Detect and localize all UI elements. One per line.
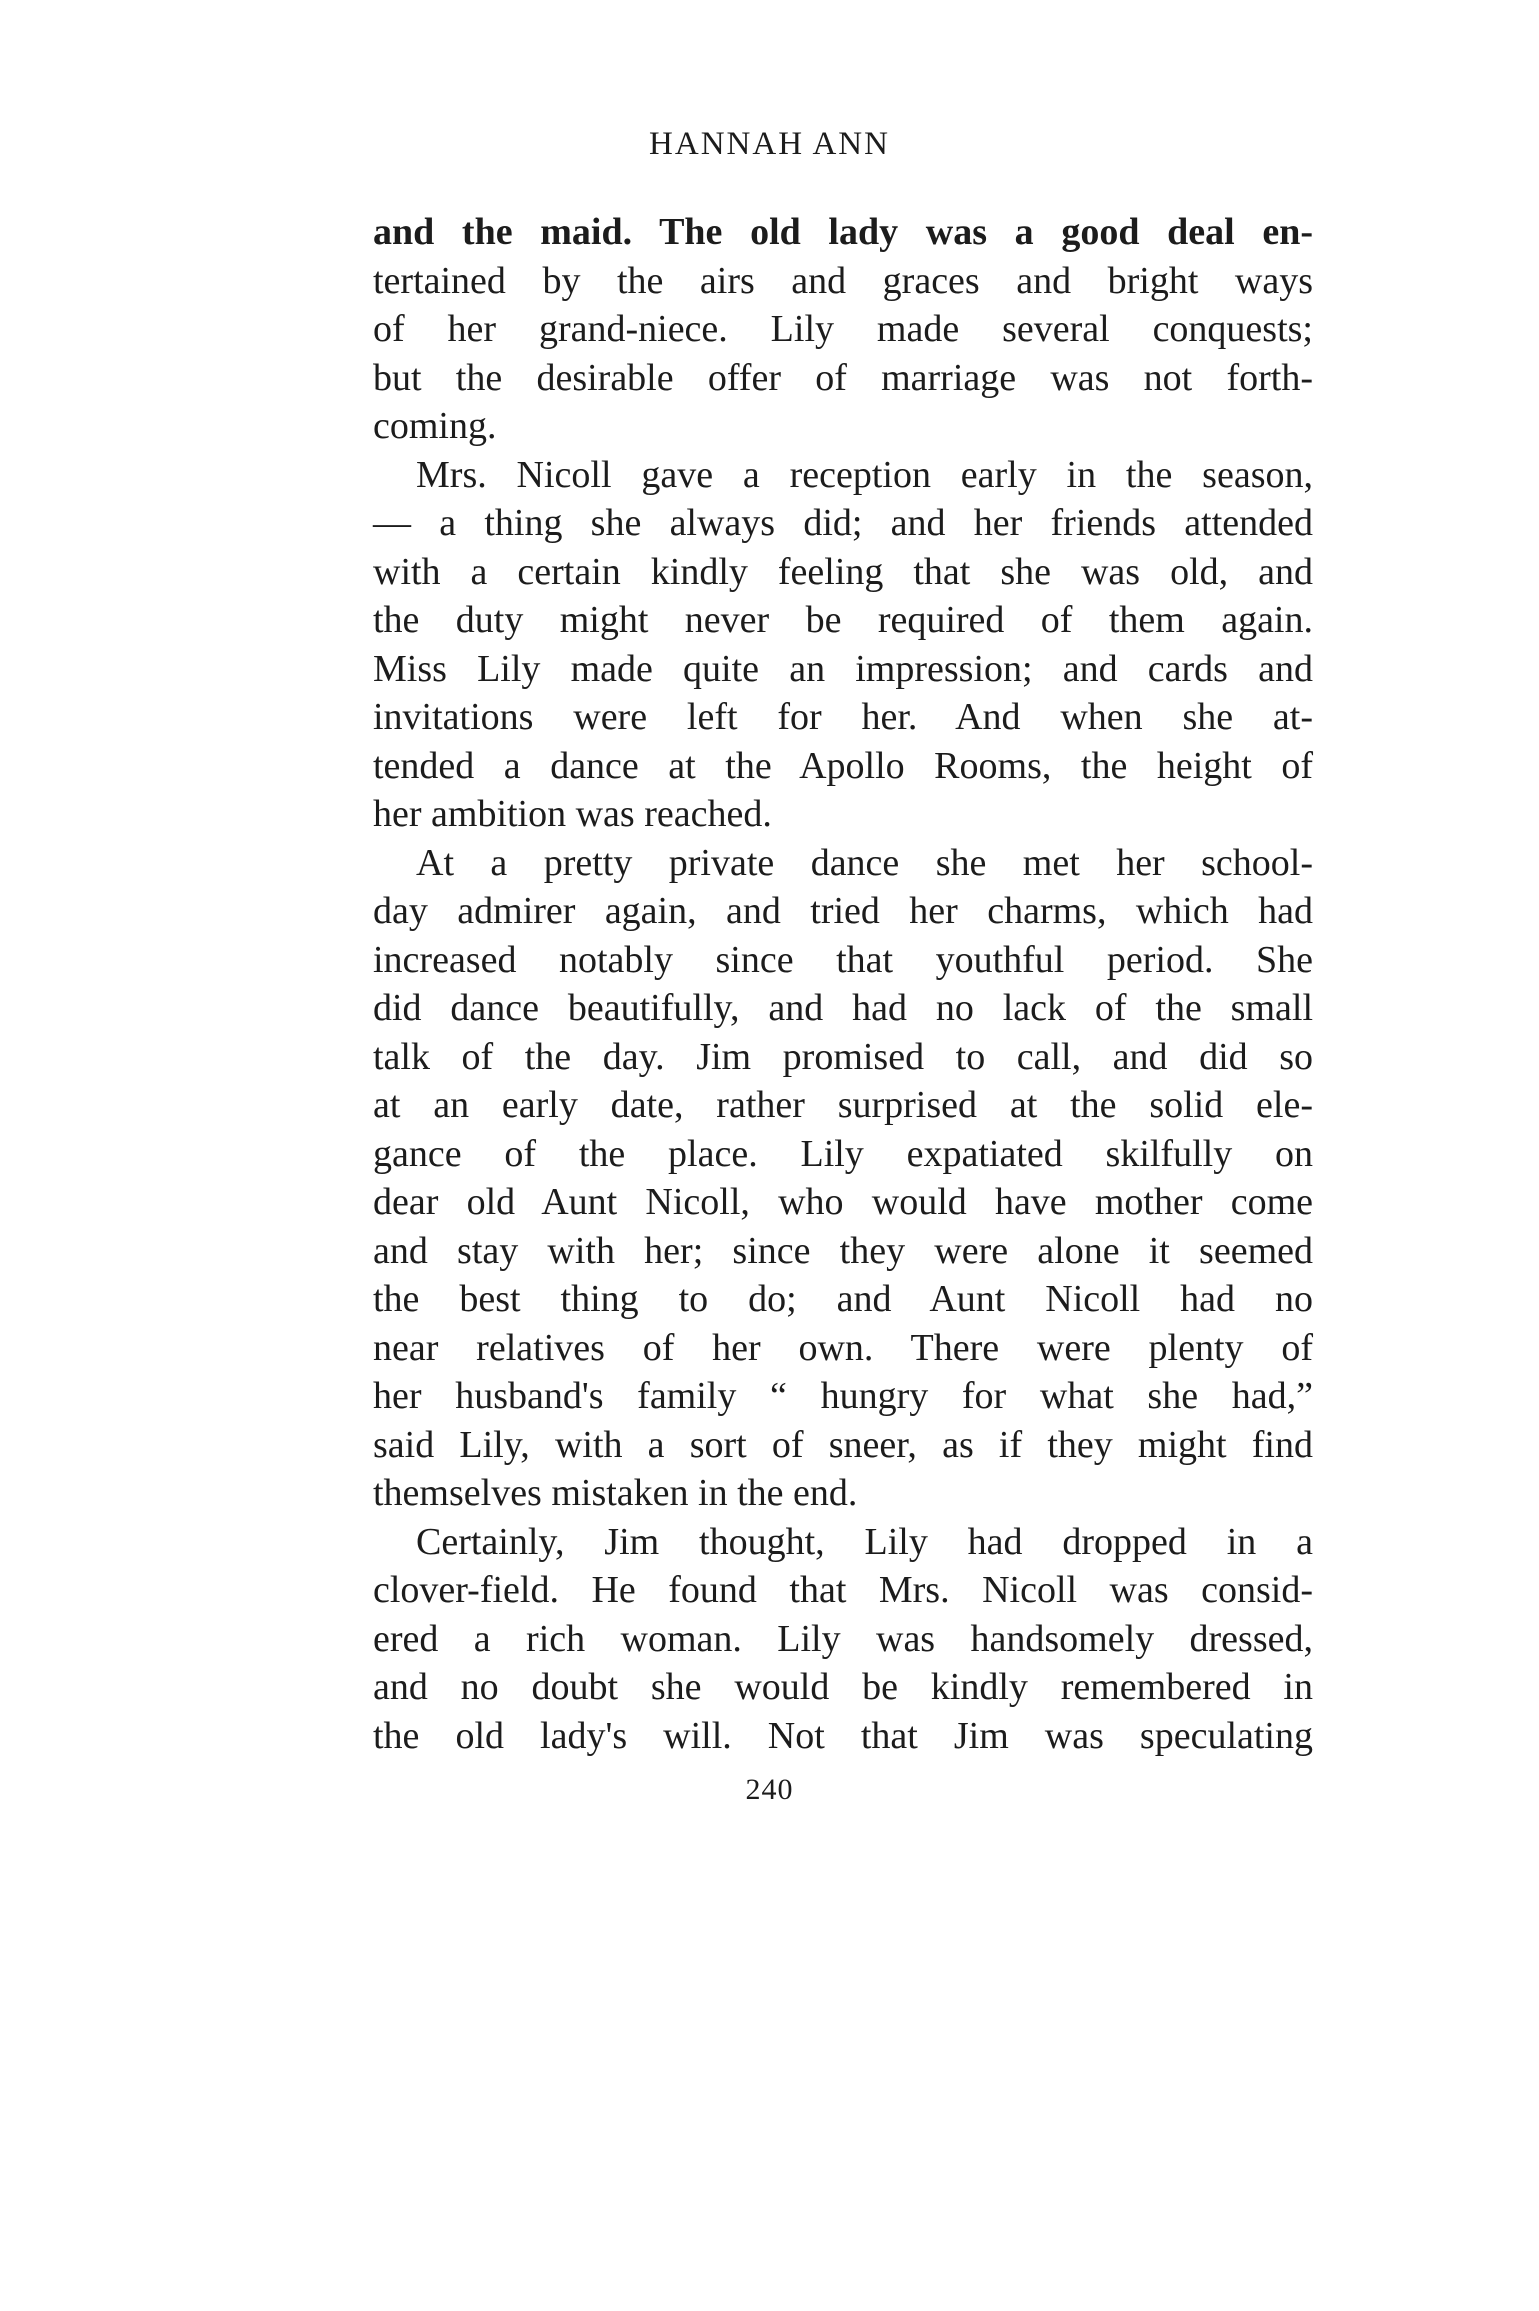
text-line: dear old Aunt Nicoll, who would have mother come — [373, 1181, 1313, 1223]
text-line: tertained by the airs and graces and bright ways — [373, 259, 1313, 302]
text-line: themselves mistaken in the end. — [373, 1472, 858, 1514]
text-line: said Lily, with a sort of sneer, as if they might find — [373, 1423, 1313, 1466]
text-line: near relatives of her own. There were plenty of — [373, 1326, 1313, 1369]
text-line: at an early date, rather surprised at the solid ele- — [373, 1084, 1313, 1126]
text-line: her husband's family “ hungry for what she had,” — [373, 1375, 1313, 1417]
text-line: and the maid. The old lady was a good deal en- — [373, 211, 1313, 253]
text-line: but the desirable offer of marriage was not forth- — [373, 356, 1313, 399]
text-line: her ambition was reached. — [373, 793, 772, 835]
text-line: Miss Lily made quite an impression; and cards and — [373, 647, 1313, 690]
body-text — [373, 208, 1313, 1760]
text-line: and stay with her; since they were alone it seemed — [373, 1229, 1313, 1272]
text-line: increased notably since that youthful period. She — [373, 938, 1313, 981]
text-line: coming. — [373, 405, 497, 447]
text-line: with a certain kindly feeling that she was old, and — [373, 550, 1313, 593]
text-line: gance of the place. Lily expatiated skilfully on — [373, 1132, 1313, 1175]
text-line: did dance beautifully, and had no lack of the small — [373, 987, 1313, 1029]
text-line: talk of the day. Jim promised to call, and did so — [373, 1035, 1313, 1078]
text-line: the old lady's will. Not that Jim was speculating — [373, 1714, 1313, 1757]
text-line: of her grand-niece. Lily made several conquests; — [373, 308, 1313, 350]
text-line: invitations were left for her. And when she at- — [373, 696, 1313, 738]
text-line: Mrs. Nicoll gave a reception early in the season, — [416, 453, 1313, 496]
text-line: At a pretty private dance she met her school- — [416, 841, 1313, 884]
text-line: tended a dance at the Apollo Rooms, the height of — [373, 744, 1313, 787]
page-number: 240 — [745, 1773, 794, 1806]
text-line: and no doubt she would be kindly remembered in — [373, 1666, 1313, 1708]
text-line: — a thing she always did; and her friends attended — [373, 502, 1313, 544]
text-line: clover-field. He found that Mrs. Nicoll was consid- — [373, 1569, 1313, 1611]
text-line: day admirer again, and tried her charms, which had — [373, 890, 1313, 932]
running-head: HANNAH ANN — [649, 126, 890, 162]
text-line: the duty might never be required of them again. — [373, 599, 1313, 641]
text-line: Certainly, Jim thought, Lily had dropped in a — [416, 1520, 1313, 1563]
text-line: the best thing to do; and Aunt Nicoll had no — [373, 1278, 1313, 1320]
text-line: ered a rich woman. Lily was handsomely dressed, — [373, 1617, 1313, 1660]
